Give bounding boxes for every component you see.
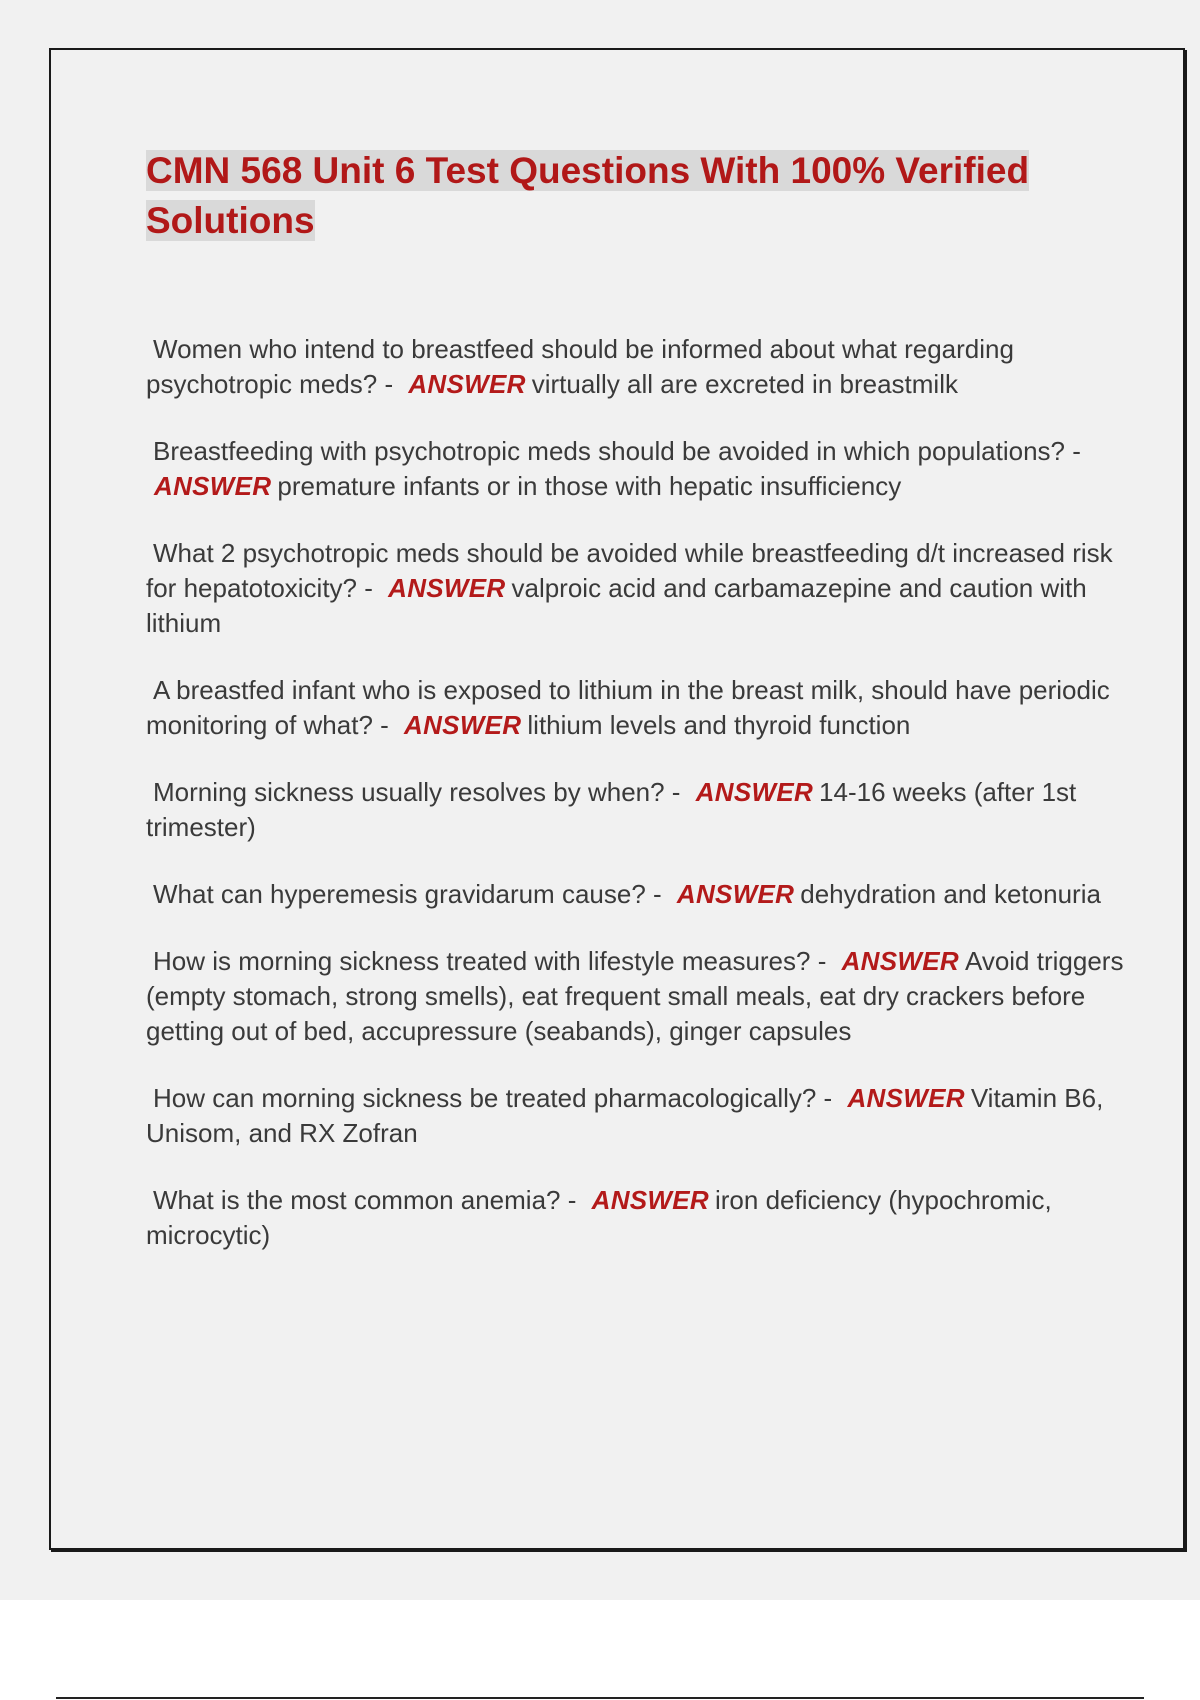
answer-label: ANSWER [841, 946, 959, 976]
question-text: Morning sickness usually resolves by when? - [153, 777, 681, 807]
document-frame [49, 48, 1185, 1550]
qa-item [146, 877, 1126, 912]
document-title-text: CMN 568 Unit 6 Test Questions With 100% Verified Solutions [146, 150, 1030, 241]
question-text: What 2 psychotropic meds should be avoided while breastfeeding d/t increased risk for hepatotoxicity? - [146, 538, 1113, 603]
document-title [146, 146, 1046, 246]
answer-label: ANSWER [154, 471, 272, 501]
answer-label: ANSWER [591, 1185, 709, 1215]
answer-label: ANSWER [388, 573, 506, 603]
answer-text: Avoid triggers (empty stomach, strong smells), eat frequent small meals, eat dry crackers before getting out of bed, accupressure (seabands), ginger capsules [146, 946, 1124, 1046]
question-text: How is morning sickness treated with lifestyle measures? - [153, 946, 827, 976]
answer-text: premature infants or in those with hepatic insufficiency [277, 471, 902, 501]
qa-item [146, 1081, 1126, 1151]
answer-text: lithium levels and thyroid function [527, 710, 911, 740]
answer-text: iron deficiency (hypochromic, microcytic) [146, 1185, 1052, 1250]
answer-label: ANSWER [408, 369, 526, 399]
answer-label: ANSWER [676, 879, 795, 909]
question-text: Women who intend to breastfeed should be informed about what regarding psychotropic meds? - [146, 334, 1014, 399]
question-text: What can hyperemesis gravidarum cause? - [153, 879, 662, 909]
answer-label: ANSWER [404, 710, 522, 740]
qa-item [146, 673, 1126, 743]
answer-text: virtually all are excreted in breastmilk [531, 369, 958, 399]
answer-text: Vitamin B6, Unisom, and RX Zofran [146, 1083, 1104, 1148]
bottom-divider [56, 1697, 1144, 1699]
question-text: How can morning sickness be treated pharmacologically? - [153, 1083, 833, 1113]
question-text: Breastfeeding with psychotropic meds should be avoided in which populations? - [153, 436, 1081, 466]
answer-label: ANSWER [847, 1083, 965, 1113]
answer-text: valproic acid and carbamazepine and caution with lithium [146, 573, 1087, 638]
answer-text: 14-16 weeks (after 1st trimester) [146, 777, 1077, 842]
qa-item [146, 332, 1126, 402]
question-text: A breastfed infant who is exposed to lithium in the breast milk, should have periodic monitoring of what? - [146, 675, 1110, 740]
qa-item [146, 775, 1126, 845]
qa-item [146, 944, 1126, 1049]
qa-item [146, 1183, 1126, 1253]
answer-label: ANSWER [695, 777, 814, 807]
qa-item [146, 536, 1126, 641]
answer-text: dehydration and ketonuria [800, 879, 1101, 909]
question-text: What is the most common anemia? - [153, 1185, 577, 1215]
qa-list [146, 332, 1126, 1285]
qa-item [146, 434, 1126, 504]
